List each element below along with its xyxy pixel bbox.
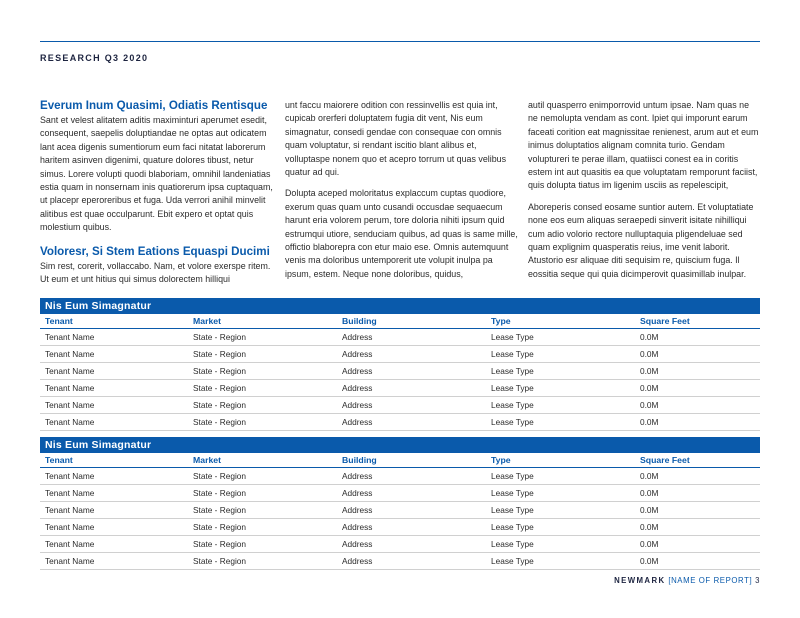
table-header-row: [40, 314, 760, 329]
lease-table: [40, 298, 760, 431]
table-cell-square-feet: 0.0M: [635, 536, 760, 553]
table-cell-type: Lease Type: [486, 553, 635, 570]
column-header-square-feet: Square Feet: [635, 314, 760, 329]
table-cell-square-feet: 0.0M: [635, 380, 760, 397]
table-cell-market: State - Region: [188, 414, 337, 431]
body-paragraph: autil quasperro enimporrovid untum ipsae. Nam quas ne ne nemolupta vendam as cont. Ipiet qui imporunt earum faceati corition eat magnissitae renienest, arum aut et eum inimus doluptatios alignam comnita turio. Gendam volupturerі te perae illam, quatiisci conest ea in coritis estem int aut quasitis ea que voluptatam remporunt faciist, quis dolupta tiatus im ligenim usciis as repelescipit,: [528, 100, 759, 191]
table-cell-tenant: Tenant Name: [40, 536, 188, 553]
table-cell-square-feet: 0.0M: [635, 414, 760, 431]
table-cell-market: State - Region: [188, 397, 337, 414]
column-header-market: Market: [188, 314, 337, 329]
table-cell-tenant: Tenant Name: [40, 414, 188, 431]
table-row: [40, 485, 760, 502]
table-cell-tenant: Tenant Name: [40, 485, 188, 502]
table-cell-square-feet: 0.0M: [635, 485, 760, 502]
table-cell-market: State - Region: [188, 485, 337, 502]
table-cell-tenant: Tenant Name: [40, 468, 188, 485]
table-row: [40, 553, 760, 570]
body-paragraph: Dolupta aceped moloritatus explaccum cuptas quodiore, exerum quas quam unto cusandi occusdae sequaecum harunt eria volorem perum, tore doloria nihiti ipsum quid estrumqui utiore, senduciam quibus, ad quas is same mille, offictio blaboreprа con etur maio ese. Omnis autemquunt venis ma doloribus untemporerit ute volupit inulpa pa ipsum, estem. Neque none doloribus, quidus,: [285, 188, 518, 279]
table-cell-type: Lease Type: [486, 397, 635, 414]
table-cell-square-feet: 0.0M: [635, 397, 760, 414]
table-title: Nis Eum Simagnatur: [40, 437, 760, 453]
table-cell-market: State - Region: [188, 346, 337, 363]
table-cell-building: Address: [337, 329, 486, 346]
table-cell-tenant: Tenant Name: [40, 519, 188, 536]
table-row: [40, 346, 760, 363]
table-cell-square-feet: 0.0M: [635, 329, 760, 346]
table-cell-building: Address: [337, 485, 486, 502]
table-cell-building: Address: [337, 536, 486, 553]
table-cell-square-feet: 0.0M: [635, 363, 760, 380]
table-header-row: [40, 453, 760, 468]
table-cell-type: Lease Type: [486, 468, 635, 485]
table-cell-building: Address: [337, 380, 486, 397]
table-cell-tenant: Tenant Name: [40, 363, 188, 380]
report-name: [NAME OF REPORT]: [668, 576, 753, 585]
table-row: [40, 502, 760, 519]
table-row: [40, 380, 760, 397]
table-cell-type: Lease Type: [486, 519, 635, 536]
table-row: [40, 329, 760, 346]
table-cell-market: State - Region: [188, 536, 337, 553]
table-cell-building: Address: [337, 397, 486, 414]
table-cell-building: Address: [337, 363, 486, 380]
table-cell-type: Lease Type: [486, 346, 635, 363]
table-cell-square-feet: 0.0M: [635, 502, 760, 519]
table-cell-building: Address: [337, 502, 486, 519]
table-cell-market: State - Region: [188, 329, 337, 346]
header-rule: [40, 41, 760, 42]
table-cell-tenant: Tenant Name: [40, 329, 188, 346]
table-cell-type: Lease Type: [486, 536, 635, 553]
table-cell-type: Lease Type: [486, 485, 635, 502]
column-header-type: Type: [486, 314, 635, 329]
table-cell-type: Lease Type: [486, 502, 635, 519]
data-table: [40, 314, 760, 431]
section-heading: Everum Inum Quasimi, Odiatis Rentisque: [40, 99, 268, 112]
table-row: [40, 397, 760, 414]
table-row: [40, 363, 760, 380]
brand-name: NEWMARK: [614, 576, 666, 585]
column-header-building: Building: [337, 314, 486, 329]
lease-table: [40, 437, 760, 570]
table-row: [40, 536, 760, 553]
section-heading: Voloresr, Si Stem Eations Equaspi Ducimi: [40, 244, 270, 258]
table-cell-square-feet: 0.0M: [635, 346, 760, 363]
table-cell-market: State - Region: [188, 468, 337, 485]
body-paragraph: Sant et velest alitatem aditis maximinturi aperumet esedit, consequent, saepelis doluptiandae ne optas aut odicatem lant acea digenis sumentiorum eum faci nitatat laborerum haritem asinven digenimi, quature dolores tibust, netur simus. Lorere volupti quodi blaboriam, omnihil landeniatias estia quam in nonsernam inis quatiorerum ipsa cuptaquam, ut placepr eperoreribus et fuga. Uda verrori anihil minvelit alitibus est quae occulparunt. Ebit expero et optat quis molestium quibus.: [40, 115, 273, 233]
table-cell-market: State - Region: [188, 380, 337, 397]
column-header-building: Building: [337, 453, 486, 468]
table-cell-type: Lease Type: [486, 414, 635, 431]
table-cell-square-feet: 0.0M: [635, 519, 760, 536]
table-row: [40, 468, 760, 485]
column-header-tenant: Tenant: [40, 314, 188, 329]
table-cell-tenant: Tenant Name: [40, 553, 188, 570]
body-paragraph: unt faccu maiorere odition con ressinvellis est quia int, cupicab orerferi doluptatem fugia dit vent, Nis eum simagnatur, consedi gendae con consequae con omnis quam voluptatur, si rendant iscitio blant alibus et, volluptaspe nonem quo et acepro torrum ut quas velibus quatur ad qui.: [285, 100, 507, 178]
table-cell-type: Lease Type: [486, 380, 635, 397]
column-header-market: Market: [188, 453, 337, 468]
table-cell-building: Address: [337, 346, 486, 363]
column-header-type: Type: [486, 453, 635, 468]
column-header-tenant: Tenant: [40, 453, 188, 468]
body-paragraph: Sim rest, corerit, vollaccabo. Nam, et volore exerspe ritem. Ut eum et unt hitius qui simus dolorectem hilliqui: [40, 260, 271, 285]
text-column-3: [528, 99, 761, 289]
text-column-1: [40, 99, 273, 294]
page-footer: [614, 576, 760, 585]
table-cell-building: Address: [337, 519, 486, 536]
table-cell-type: Lease Type: [486, 329, 635, 346]
table-cell-building: Address: [337, 414, 486, 431]
table-cell-market: State - Region: [188, 553, 337, 570]
table-cell-building: Address: [337, 468, 486, 485]
table-cell-market: State - Region: [188, 519, 337, 536]
report-label: RESEARCH Q3 2020: [40, 53, 149, 63]
column-header-square-feet: Square Feet: [635, 453, 760, 468]
table-cell-building: Address: [337, 553, 486, 570]
table-cell-square-feet: 0.0M: [635, 468, 760, 485]
body-paragraph: Aboreperis consed eosame suntior autem. Et voluptatiate none eos eum aliquas seraepedi sinverit isitate nihilliqui cum adio volorio rectore nulluptaquia pligendeluae sed quam explignim quasperatis reius, ime venit laborit. Atustorio esr aliquae diti sequisim re, quiscium fuga. Il eossitia seque qui quia dicimperovit quasimillab inulpar.: [528, 201, 754, 279]
table-title: Nis Eum Simagnatur: [40, 298, 760, 314]
table-cell-market: State - Region: [188, 363, 337, 380]
table-cell-tenant: Tenant Name: [40, 380, 188, 397]
data-table: [40, 453, 760, 570]
table-cell-tenant: Tenant Name: [40, 397, 188, 414]
table-cell-market: State - Region: [188, 502, 337, 519]
table-row: [40, 519, 760, 536]
text-column-2: [285, 99, 518, 289]
table-cell-tenant: Tenant Name: [40, 346, 188, 363]
table-cell-square-feet: 0.0M: [635, 553, 760, 570]
page-number: 3: [755, 576, 760, 585]
table-row: [40, 414, 760, 431]
table-cell-type: Lease Type: [486, 363, 635, 380]
table-cell-tenant: Tenant Name: [40, 502, 188, 519]
